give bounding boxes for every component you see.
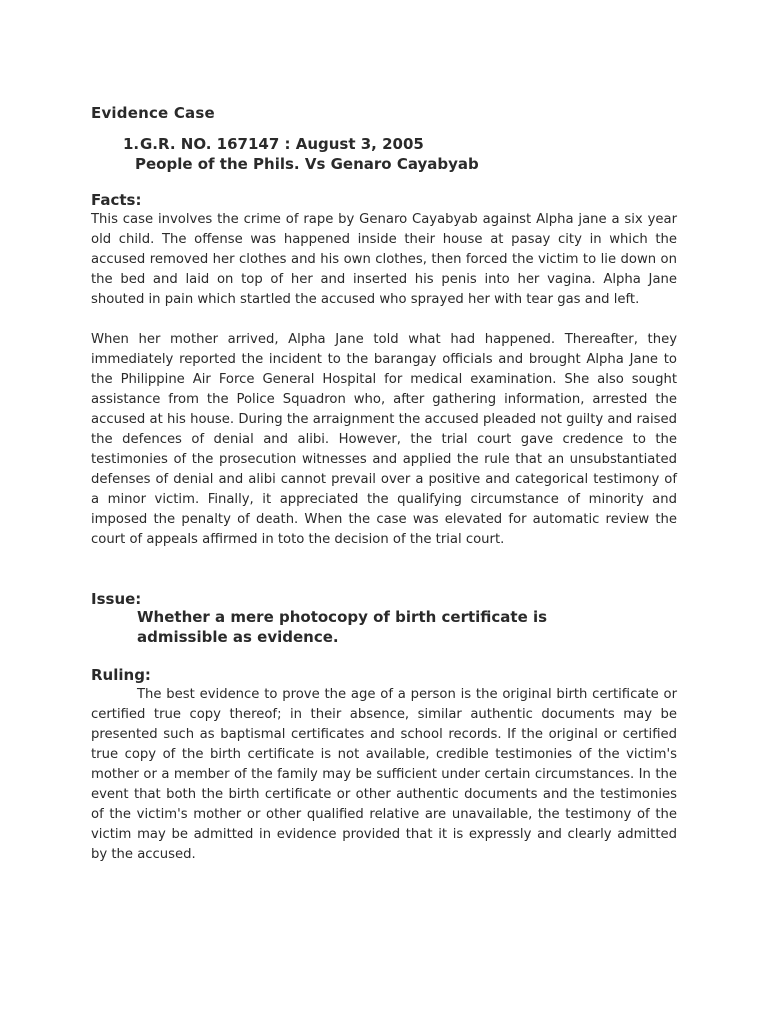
facts-paragraph-2: When her mother arrived, Alpha Jane told what had happened. Thereafter, they immediately reported the incident to the barangay officials and brought Alpha Jane to the Philippine Air Force General Hospital for medical examination. She also sought assistance from the Police Squadron who, after gathering information, arrested the accused at his house. During the arraignment the accused pleaded not guilty and raised the defences of denial and alibi. However, the trial court gave credence to the testimonies of the prosecution witnesses and applied the rule that an unsubstantiated defenses of denial and alibi cannot prevail over a positive and categorical testimony of a minor victim. Finally, it appreciated the qualifying circumstance of minority and imposed the penalty of death. When the case was elevated for automatic review the court of appeals affirmed in toto the decision of the trial court.: [91, 332, 677, 547]
case-citation: [123, 134, 479, 174]
document-title: Evidence Case: [91, 104, 215, 122]
case-parties: People of the Phils. Vs Genaro Cayabyab: [135, 155, 479, 173]
case-list-marker: 1.: [123, 135, 140, 153]
ruling-heading: Ruling:: [91, 666, 151, 684]
issue-statement: Whether a mere photocopy of birth certificate is admissible as evidence.: [137, 608, 548, 646]
facts-heading: Facts:: [91, 191, 142, 209]
case-number-row: [123, 134, 479, 154]
issue-heading: Issue:: [91, 590, 142, 608]
case-number: G.R. NO. 167147 : August 3, 2005: [140, 135, 424, 153]
ruling-paragraph: The best evidence to prove the age of a person is the original birth certificate or certified true copy thereof; in their absence, similar authentic documents may be presented such as baptismal certificates and school records. If the original or certified true copy of the birth certificate is not available, credible testimonies of the victim's mother or a member of the family may be sufficient under certain circumstances. In the event that both the birth certificate or other authentic documents and the testimonies of the victim's mother or other qualified relative are unavailable, the testimony of the victim may be admitted in evidence provided that it is expressly and clearly admitted by the accused.: [91, 687, 677, 862]
facts-paragraph-1: This case involves the crime of rape by Genaro Cayabyab against Alpha jane a six year old child. The offense was happened inside their house at pasay city in which the accused removed her clothes and his own clothes, then forced the victim to lie down on the bed and laid on top of her and inserted his penis into her vagina. Alpha Jane shouted in pain which startled the accused who sprayed her with tear gas and left.: [91, 212, 677, 307]
